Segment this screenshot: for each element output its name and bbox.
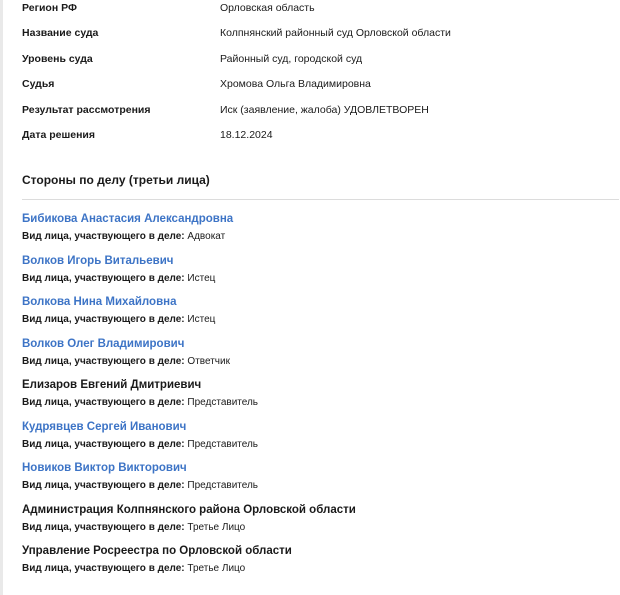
- info-row-judge: [22, 76, 612, 101]
- party-name-link[interactable]: Кудрявцев Сергей Иванович: [22, 420, 187, 433]
- party-role-value: Адвокат: [187, 231, 226, 242]
- party-role-label: Вид лица, участвующего в деле:: [22, 521, 185, 533]
- parties-list: [22, 213, 612, 587]
- party-role: [22, 522, 245, 533]
- party-role-value: Истец: [187, 272, 216, 284]
- party-role-value: Представитель: [187, 397, 259, 408]
- info-row-court-level: [22, 51, 612, 76]
- party-item: [22, 504, 612, 546]
- case-info-table: [22, 0, 612, 152]
- party-role: [22, 563, 245, 574]
- info-row-result: [22, 102, 612, 127]
- party-role: [22, 273, 215, 284]
- party-role-label: Вид лица, участвующего в деле:: [22, 355, 185, 367]
- parties-section-title: Стороны по делу (третьи лица): [22, 173, 210, 187]
- party-role-value: Представитель: [187, 438, 259, 450]
- info-label: Судья: [22, 78, 55, 91]
- party-item: [22, 213, 612, 255]
- party-item: [22, 255, 612, 297]
- party-name: Елизаров Евгений Дмитриевич: [22, 379, 202, 391]
- party-name-link[interactable]: Новиков Виктор Викторович: [22, 462, 187, 474]
- info-label: Уровень суда: [22, 52, 93, 65]
- party-item: [22, 545, 612, 587]
- info-label: Регион РФ: [22, 2, 77, 14]
- info-value: Орловская область: [220, 2, 315, 14]
- party-name-link[interactable]: Волков Игорь Витальевич: [22, 254, 174, 267]
- party-item: [22, 421, 612, 463]
- party-name-link[interactable]: Волкова Нина Михайловна: [22, 296, 177, 308]
- party-role-label: Вид лица, участвующего в деле:: [22, 397, 185, 408]
- party-role: [22, 356, 230, 367]
- party-role-value: Третье Лицо: [187, 563, 246, 574]
- left-edge-strip: [0, 0, 3, 595]
- party-role-label: Вид лица, участвующего в деле:: [22, 438, 185, 450]
- party-name: Администрация Колпнянского района Орловской области: [22, 503, 356, 516]
- party-role: [22, 480, 258, 491]
- info-label: Результат рассмотрения: [22, 103, 151, 116]
- party-role-value: Ответчик: [187, 355, 230, 367]
- party-role-value: Истец: [187, 314, 216, 325]
- section-divider: [22, 199, 619, 200]
- party-item: [22, 462, 612, 504]
- party-role-label: Вид лица, участвующего в деле:: [22, 231, 185, 242]
- info-row-decision-date: [22, 127, 612, 152]
- info-value: 18.12.2024: [220, 128, 273, 141]
- party-role: [22, 231, 225, 242]
- party-name-link[interactable]: Бибикова Анастасия Александровна: [22, 213, 234, 225]
- info-row-region: [22, 0, 612, 25]
- party-role-value: Представитель: [187, 480, 259, 491]
- party-role-label: Вид лица, участвующего в деле:: [22, 314, 185, 325]
- party-role-value: Третье Лицо: [187, 521, 246, 533]
- party-item: [22, 338, 612, 380]
- party-role-label: Вид лица, участвующего в деле:: [22, 563, 185, 574]
- party-role-label: Вид лица, участвующего в деле:: [22, 272, 185, 284]
- party-name-link[interactable]: Волков Олег Владимирович: [22, 337, 185, 350]
- info-value: Районный суд, городской суд: [220, 52, 363, 65]
- info-value: Хромова Ольга Владимировна: [220, 78, 371, 91]
- info-label: Дата решения: [22, 128, 95, 141]
- party-role: [22, 314, 215, 325]
- party-name: Управление Росреестра по Орловской области: [22, 545, 292, 557]
- party-item: [22, 379, 612, 421]
- party-role: [22, 397, 258, 408]
- party-role: [22, 439, 258, 450]
- party-item: [22, 296, 612, 338]
- party-role-label: Вид лица, участвующего в деле:: [22, 480, 185, 491]
- info-label: Название суда: [22, 27, 99, 40]
- info-value: Иск (заявление, жалоба) УДОВЛЕТВОРЕН: [220, 103, 429, 116]
- info-row-court-name: [22, 25, 612, 50]
- info-value: Колпнянский районный суд Орловской области: [220, 27, 451, 40]
